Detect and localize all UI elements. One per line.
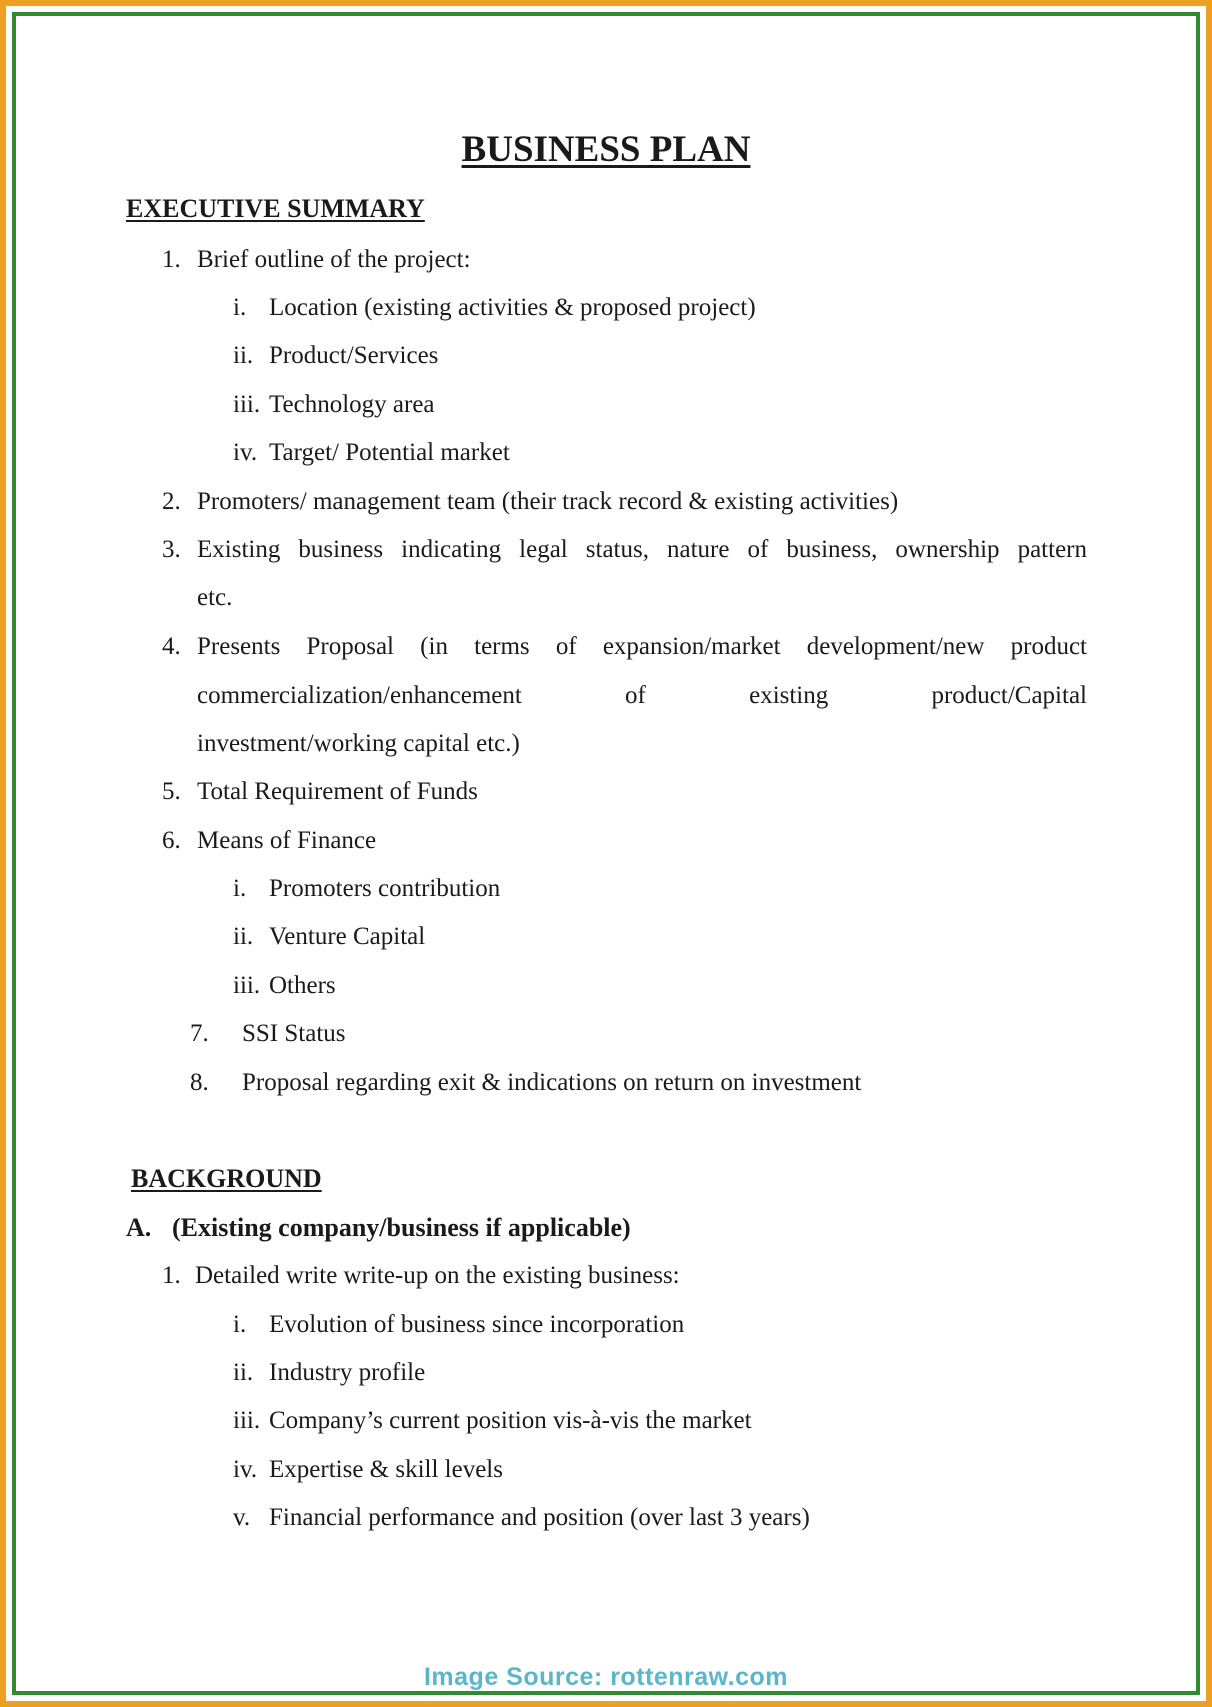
es-item-6-sub-3-text: Others [269,972,336,999]
background-heading: BACKGROUND [131,1164,322,1193]
es-item-5-text: Total Requirement of Funds [197,778,478,805]
es-item-6-number: 6. [162,827,181,854]
bg-item-1-sub-3-text: Company’s current position vis-à-vis the market [269,1407,752,1434]
es-item-2-text: Promoters/ management team (their track record & existing activities) [197,488,899,515]
es-item-7-text: SSI Status [242,1020,346,1047]
es-item-1-number: 1. [162,246,181,273]
bg-item-1-number: 1. [162,1262,181,1289]
es-item-2-number: 2. [162,488,181,515]
es-item-3-line-2: etc. [197,584,233,611]
es-item-1-sub-4-number: iv. [233,439,258,466]
es-item-6-sub-1-text: Promoters contribution [269,875,501,902]
es-item-3-number: 3. [162,536,181,563]
es-item-1-sub-4-text: Target/ Potential market [269,439,510,466]
es-item-1-sub-3-number: iii. [233,391,261,418]
es-item-1-sub-1-text: Location (existing activities & proposed project) [269,294,756,321]
es-item-4-line-2: commercialization/enhancement of existing product/Capital [197,682,1087,709]
document-title: BUSINESS PLAN [461,129,751,170]
es-item-4-line-1: Presents Proposal (in terms of expansion/market development/new product [197,633,1087,660]
bg-item-1-sub-5-text: Financial performance and position (over last 3 years) [269,1504,810,1531]
es-item-8-number: 8. [190,1069,209,1096]
es-item-6-text: Means of Finance [197,827,377,854]
image-source-watermark: Image Source: rottenraw.com [423,1663,789,1691]
bg-item-1-sub-4-text: Expertise & skill levels [269,1456,503,1483]
es-item-6-sub-3-number: iii. [233,972,261,999]
bg-item-1-sub-3-number: iii. [233,1407,261,1434]
bg-item-1-text: Detailed write write-up on the existing business: [195,1262,680,1289]
es-item-6-sub-1-number: i. [233,875,247,902]
bg-item-1-sub-1-number: i. [233,1311,247,1338]
es-item-1-sub-1-number: i. [233,294,247,321]
background-subheading-text: (Existing company/business if applicable) [172,1213,631,1242]
es-item-6-sub-2-number: ii. [233,923,254,950]
es-item-5-number: 5. [162,778,181,805]
es-item-1-sub-2-text: Product/Services [269,342,439,369]
background-subheading-label: A. [126,1213,152,1242]
es-item-7-number: 7. [190,1020,209,1047]
bg-item-1-sub-2-number: ii. [233,1359,254,1386]
executive-summary-heading: EXECUTIVE SUMMARY [126,194,425,223]
es-item-1-text: Brief outline of the project: [197,246,471,273]
es-item-8-text: Proposal regarding exit & indications on return on investment [242,1069,862,1096]
es-item-1-sub-2-number: ii. [233,342,254,369]
es-item-6-sub-2-text: Venture Capital [269,923,426,950]
bg-item-1-sub-2-text: Industry profile [269,1359,426,1386]
bg-item-1-sub-1-text: Evolution of business since incorporation [269,1311,685,1338]
es-item-4-line-3: investment/working capital etc.) [197,730,520,757]
bg-item-1-sub-4-number: iv. [233,1456,258,1483]
es-item-1-sub-3-text: Technology area [269,391,435,418]
bg-item-1-sub-5-number: v. [233,1504,251,1531]
es-item-3-line-1: Existing business indicating legal status, nature of business, ownership pattern [197,536,1087,563]
es-item-4-number: 4. [162,633,181,660]
